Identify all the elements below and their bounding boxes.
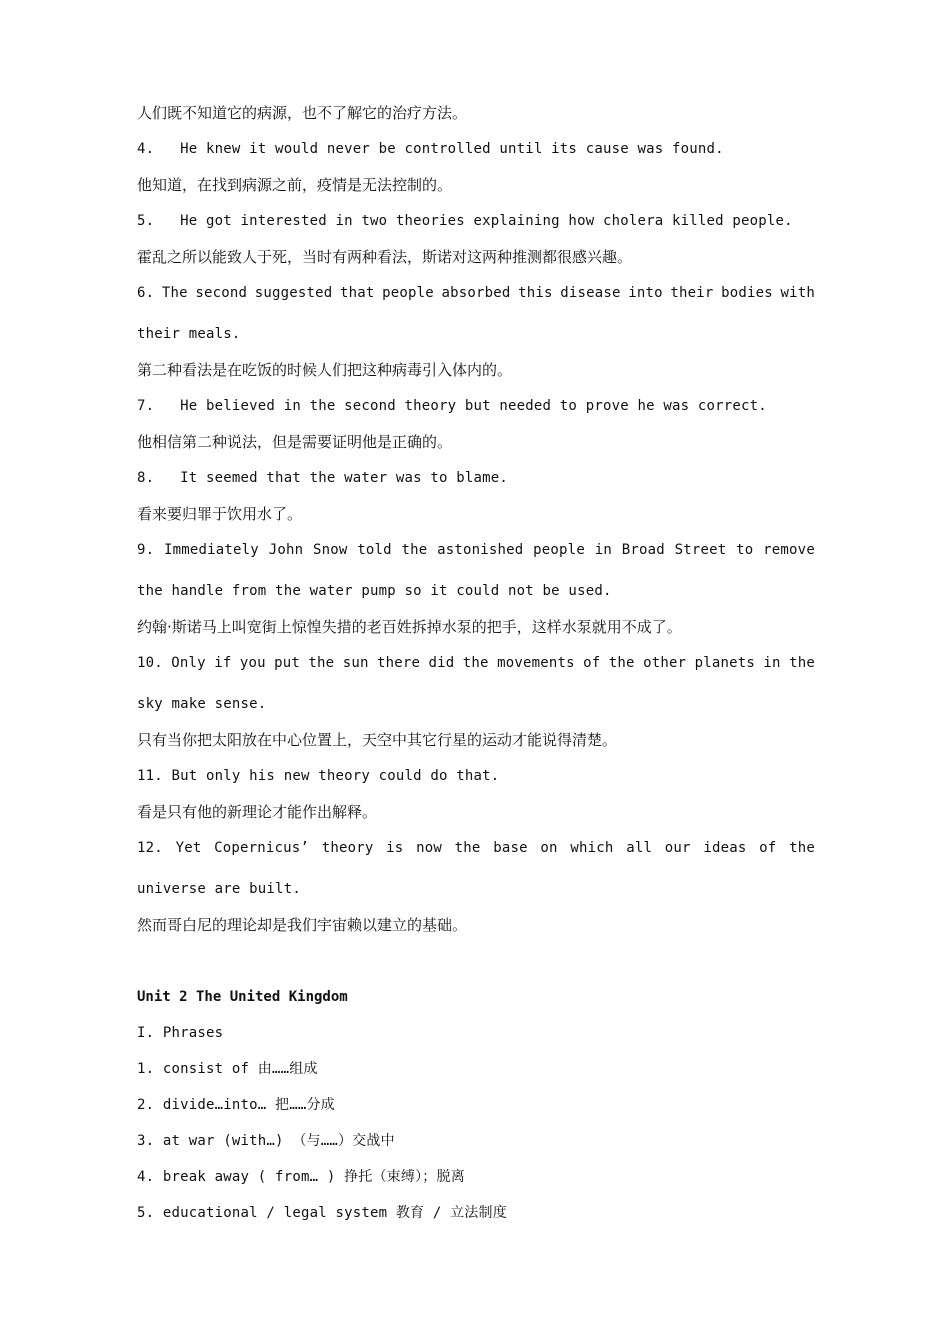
- word: 6.: [137, 285, 155, 301]
- word: astonished: [437, 542, 524, 558]
- word: the: [789, 840, 815, 856]
- phrase-item: 5. educational / legal system 教育 / 立法制度: [137, 1205, 507, 1221]
- word: Broad: [621, 542, 665, 558]
- phrase-item: 4. break away ( from… ) 挣托（束缚）；脱离: [137, 1169, 465, 1185]
- section-title: I. Phrases: [137, 1025, 224, 1041]
- text-line-en: 5. He got interested in two theories explaining how cholera killed people.: [137, 213, 793, 229]
- word: sun: [342, 655, 369, 671]
- word: Street: [674, 542, 727, 558]
- phrase-item: 2. divide…into… 把……分成: [137, 1097, 335, 1113]
- word: told: [357, 542, 392, 558]
- word: people: [382, 285, 434, 301]
- word: John: [268, 542, 304, 558]
- word: with: [780, 285, 815, 301]
- word: 9.: [137, 542, 155, 558]
- item-6-cn: 第二种看法是在吃饭的时候人们把这种病毒引入体内的。: [137, 361, 513, 379]
- word: remove: [763, 542, 815, 558]
- item-7-en: 7. He believed in the second theory but needed to prove he was correct.: [137, 398, 767, 414]
- item-12-cn: 然而哥白尼的理论却是我们宇宙赖以建立的基础。: [137, 916, 468, 934]
- word: into: [628, 285, 663, 301]
- word: second: [195, 285, 248, 301]
- item-9-cn: 约翰·斯诺马上叫宽街上惊惶失措的老百姓拆掉水泵的把手，这样水泵就用不成了。: [137, 618, 682, 636]
- word: 10.: [137, 655, 163, 671]
- word: planets: [694, 655, 756, 671]
- word: of: [583, 655, 601, 671]
- word: Copernicus’: [214, 840, 310, 856]
- word: the: [308, 655, 335, 671]
- item-11-cn: 看是只有他的新理论才能作出解释。: [137, 803, 378, 821]
- text-line-cn: 他知道，在找到病源之前，疫情是无法控制的。: [137, 176, 453, 194]
- item-8-cn: 看来要归罪于饮用水了。: [137, 505, 303, 523]
- document-page: [137, 95, 815, 1231]
- section-gap: [137, 943, 815, 979]
- word: Yet: [175, 840, 202, 856]
- word: Snow: [312, 542, 348, 558]
- word: Immediately: [164, 542, 259, 558]
- item-10-en-line2: sky make sense.: [137, 696, 267, 712]
- word: in: [594, 542, 612, 558]
- word: bodies: [721, 285, 773, 301]
- word: the: [608, 655, 635, 671]
- item-10-en-line1: [137, 645, 815, 681]
- word: of: [759, 840, 777, 856]
- word: put: [274, 655, 301, 671]
- word: now: [416, 840, 442, 856]
- word: theory: [321, 840, 374, 856]
- item-9-en-line1: [137, 532, 815, 568]
- word: the: [454, 840, 481, 856]
- item-9-en-line2: the handle from the water pump so it could not be used.: [137, 583, 612, 599]
- item-11-en: 11. But only his new theory could do that.: [137, 768, 500, 784]
- text-line-en: 4. He knew it would never be controlled until its cause was found.: [137, 141, 724, 157]
- word: other: [643, 655, 687, 671]
- word: base: [493, 840, 528, 856]
- word: disease: [560, 285, 621, 301]
- word: suggested: [254, 285, 333, 301]
- word: the: [789, 655, 815, 671]
- item-12-en-line1: [137, 830, 815, 866]
- word: 12.: [137, 840, 163, 856]
- word: on: [540, 840, 558, 856]
- word: Only: [171, 655, 206, 671]
- word: movements: [497, 655, 575, 671]
- word: which: [570, 840, 614, 856]
- word: their: [670, 285, 714, 301]
- item-12-en-line2: universe are built.: [137, 881, 301, 897]
- item-6-en-line1: [137, 275, 815, 311]
- word: you: [239, 655, 266, 671]
- item-6-en-line2: their meals.: [137, 326, 241, 342]
- word: absorbed: [441, 285, 511, 301]
- word: did: [428, 655, 455, 671]
- word: the: [401, 542, 428, 558]
- word: in: [763, 655, 781, 671]
- item-8-en: 8. It seemed that the water was to blame.: [137, 470, 509, 486]
- text-line-cn: 霍乱之所以能致人于死，当时有两种看法，斯诺对这两种推测都很感兴趣。: [137, 248, 633, 266]
- word: our: [664, 840, 691, 856]
- word: the: [462, 655, 489, 671]
- word: ideas: [703, 840, 747, 856]
- text-line-cn: 人们既不知道它的病源，也不了解它的治疗方法。: [137, 104, 468, 122]
- unit-heading: Unit 2 The United Kingdom: [137, 989, 348, 1005]
- word: to: [736, 542, 754, 558]
- word: that: [339, 285, 375, 301]
- word: there: [376, 655, 421, 671]
- item-7-cn: 他相信第二种说法，但是需要证明他是正确的。: [137, 433, 453, 451]
- word: The: [161, 285, 188, 301]
- item-10-cn: 只有当你把太阳放在中心位置上，天空中其它行星的运动才能说得清楚。: [137, 731, 618, 749]
- phrase-item: 3. at war (with…) （与……）交战中: [137, 1133, 395, 1149]
- word: people: [533, 542, 585, 558]
- word: this: [518, 285, 553, 301]
- word: all: [626, 840, 653, 856]
- word: is: [386, 840, 404, 856]
- phrase-item: 1. consist of 由……组成: [137, 1061, 318, 1077]
- word: if: [214, 655, 232, 671]
